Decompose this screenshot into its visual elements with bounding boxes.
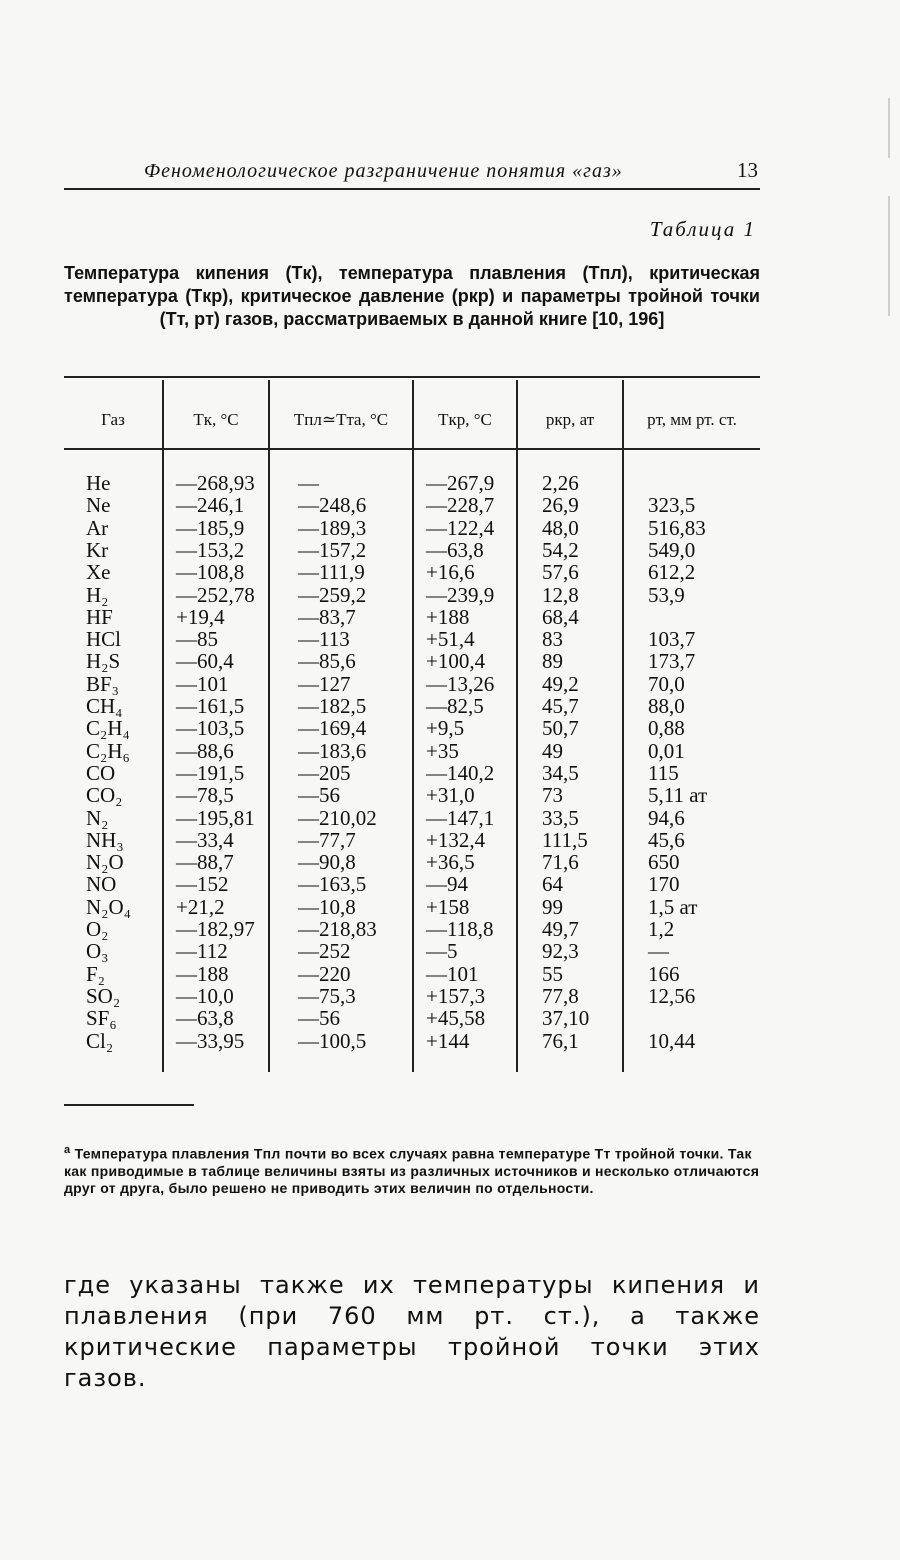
- table-cell: —191,5: [176, 760, 245, 785]
- table-row: [64, 807, 760, 829]
- table-row: [64, 918, 760, 940]
- table-cell: 549,0: [648, 537, 696, 562]
- gas-formula: NH₃: [86, 827, 124, 852]
- gas-formula: N₂: [86, 805, 109, 830]
- footnote-marker: a: [64, 1144, 71, 1156]
- table-cell: +188: [426, 604, 470, 629]
- table-cell: +16,6: [426, 560, 475, 585]
- scan-edge-mark: [888, 196, 890, 316]
- table-cell: 94,6: [648, 805, 685, 830]
- table-cell: —152: [176, 872, 229, 897]
- table-cell: —108,8: [176, 560, 245, 585]
- gas-formula: N₂O₄: [86, 894, 131, 919]
- table-cell: —82,5: [426, 694, 484, 718]
- table-cell: —100,5: [298, 1028, 367, 1053]
- table-cell: —60,4: [176, 649, 234, 674]
- table-cell: —83,7: [298, 604, 356, 629]
- table-row: [64, 873, 760, 895]
- gas-formula: O₂: [86, 917, 109, 941]
- table-cell: —10,8: [298, 894, 356, 919]
- table-row: [64, 851, 760, 873]
- table-cell: —63,8: [176, 1006, 234, 1031]
- table-cell: +158: [426, 894, 470, 919]
- table-cell: —183,6: [298, 738, 367, 763]
- table-cell: 88,0: [648, 694, 685, 718]
- table-cell: 0,88: [648, 716, 685, 741]
- table-row: [64, 517, 760, 539]
- table-row: [64, 539, 760, 561]
- table-cell: —239,9: [426, 582, 495, 607]
- gas-formula: F₂: [86, 961, 106, 986]
- table-row: [64, 940, 760, 962]
- table-cell: 323,5: [648, 493, 696, 518]
- table-cell: —169,4: [298, 716, 367, 741]
- table-cell: 45,7: [542, 694, 579, 718]
- table-cell: —101: [426, 961, 479, 986]
- table-cell: —268,93: [176, 471, 255, 495]
- table-cell: 166: [648, 961, 680, 986]
- footnote: [64, 1142, 760, 1197]
- table-cell: —252: [298, 939, 351, 964]
- table-row: [64, 762, 760, 784]
- running-head: [64, 158, 760, 190]
- table-cell: —112: [176, 939, 228, 964]
- table-row: [64, 606, 760, 628]
- header-boiling-temp: Tк, °C: [193, 410, 239, 429]
- gas-formula: CH₄: [86, 694, 123, 718]
- table-cell: —33,4: [176, 827, 234, 852]
- table-cell: 612,2: [648, 560, 696, 585]
- table-cell: —267,9: [426, 471, 495, 495]
- table-cell: 49,7: [542, 917, 579, 941]
- body-paragraph: где указаны также их температуры кипения и плавления (при 760 мм рт. ст.), а также критические параметры тройной точки этих газов.: [64, 1271, 760, 1392]
- gas-formula: Ar: [86, 515, 109, 540]
- table-cell: —140,2: [426, 760, 495, 785]
- table-cell: —56: [298, 783, 340, 808]
- header-critical-temp: Tкр, °C: [438, 410, 492, 429]
- table-cell: —77,7: [298, 827, 356, 852]
- table-label: Таблица 1: [649, 217, 756, 241]
- table-cell: 173,7: [648, 649, 696, 674]
- table-cell: 37,10: [542, 1006, 590, 1031]
- table-cell: 77,8: [542, 983, 579, 1008]
- table-cell: —56: [298, 1006, 340, 1031]
- gas-formula: He: [86, 471, 111, 495]
- table-cell: 45,6: [648, 827, 685, 852]
- table-row: [64, 673, 760, 695]
- table-cell: 12,8: [542, 582, 579, 607]
- table-cell: —161,5: [176, 694, 245, 718]
- gas-formula: N₂O: [86, 850, 124, 875]
- running-head-title: Феноменологическое разграничение понятия «газ»: [144, 160, 623, 182]
- table-cell: +21,2: [176, 894, 225, 919]
- table-cell: 10,44: [648, 1028, 696, 1053]
- table-cell: —103,5: [176, 716, 245, 741]
- table-cell: —118,8: [426, 917, 494, 941]
- table-row: [64, 561, 760, 583]
- table-cell: —85: [176, 627, 218, 652]
- table-cell: 0,01: [648, 738, 685, 763]
- table-cell: —111,9: [298, 560, 365, 585]
- table-cell: +45,58: [426, 1006, 486, 1031]
- table-cell: +9,5: [426, 716, 465, 741]
- gas-formula: Kr: [86, 537, 109, 562]
- footnote-rule: [64, 1104, 194, 1106]
- table-cell: —5: [426, 939, 458, 964]
- gas-formula: SF₆: [86, 1006, 117, 1031]
- table-cell: —33,95: [176, 1028, 245, 1053]
- table-cell: 50,7: [542, 716, 579, 741]
- table-top-rule: [64, 376, 760, 378]
- table-cell: —78,5: [176, 783, 234, 808]
- table-cell: 73: [542, 783, 563, 808]
- scan-edge-mark: [888, 98, 890, 158]
- table-cell: +100,4: [426, 649, 486, 674]
- table-cell: —75,3: [298, 983, 356, 1008]
- table-cell: +35: [426, 738, 459, 763]
- table-cell: —88,6: [176, 738, 234, 763]
- table-cell: 49: [542, 738, 563, 763]
- table-caption: Температура кипения (Tк), температура плавления (Tпл), критическая температура (Tкр), критическое давление (pкр) и параметры тройной точки (Tт, pт) газов, рассматриваемых в данной книге [10, 196]: [64, 263, 760, 329]
- table-cell: —157,2: [298, 537, 367, 562]
- gas-formula: HCl: [86, 627, 122, 652]
- table-row: [64, 1007, 760, 1029]
- table-cell: —88,7: [176, 850, 234, 875]
- table-cell: 89: [542, 649, 563, 674]
- table-cell: —: [648, 939, 669, 964]
- table-cell: —182,5: [298, 694, 367, 718]
- table-row: [64, 985, 760, 1007]
- page-number: 13: [737, 158, 758, 182]
- footnote-text: Температура плавления Tпл почти во всех случаях равна температуре Tт тройной точки. Так как приводимые в таблице величины взяты из различных источников и несколько отличаются друг от друга, было решено не приводить этих величин по отдельности.: [64, 1145, 760, 1196]
- table-cell: —188: [176, 961, 229, 986]
- table-cell: —101: [176, 671, 229, 696]
- table-cell: 2,26: [542, 471, 579, 495]
- gas-formula: C₂H₆: [86, 738, 130, 763]
- table-cell: 170: [648, 872, 680, 897]
- gas-formula: BF₃: [86, 671, 120, 696]
- table-row: [64, 717, 760, 739]
- table-cell: —113: [298, 627, 350, 652]
- gas-formula: O₃: [86, 939, 109, 964]
- table-cell: —218,83: [298, 917, 377, 941]
- table-cell: —90,8: [298, 850, 356, 875]
- table-row: [64, 896, 760, 918]
- table-cell: 57,6: [542, 560, 579, 585]
- table-cell: —189,3: [298, 515, 367, 540]
- table-cell: +36,5: [426, 850, 475, 875]
- table-cell: 12,56: [648, 983, 696, 1008]
- gas-formula: H₂: [86, 582, 109, 607]
- table-row: [64, 584, 760, 606]
- gas-formula: CO: [86, 760, 116, 785]
- table-cell: 103,7: [648, 627, 696, 652]
- table-cell: —182,97: [176, 917, 255, 941]
- table-cell: 26,9: [542, 493, 579, 518]
- header-critical-pressure: pкр, ат: [545, 410, 595, 429]
- table-cell: 53,9: [648, 582, 685, 607]
- table-row: [64, 695, 760, 717]
- table-cell: 92,3: [542, 939, 579, 964]
- table-row: [64, 494, 760, 516]
- table-cell: 1,2: [648, 917, 675, 941]
- table-cell: 115: [648, 760, 679, 785]
- table-cell: 70,0: [648, 671, 685, 696]
- table-cell: —228,7: [426, 493, 495, 518]
- table-cell: 99: [542, 894, 563, 919]
- table-cell: 34,5: [542, 760, 579, 785]
- table-cell: —248,6: [298, 493, 367, 518]
- table-cell: 68,4: [542, 604, 579, 629]
- table-cell: —153,2: [176, 537, 245, 562]
- table-cell: 55: [542, 961, 563, 986]
- table-cell: 49,2: [542, 671, 579, 696]
- gas-formula: H₂S: [86, 649, 121, 674]
- table-cell: 1,5 ат: [648, 894, 698, 919]
- table-cell: —246,1: [176, 493, 245, 518]
- table-cell: —259,2: [298, 582, 367, 607]
- gas-formula: CO₂: [86, 783, 123, 808]
- table-cell: —: [298, 471, 319, 495]
- table-cell: —94: [426, 872, 468, 897]
- table-cell: —122,4: [426, 515, 495, 540]
- gas-formula: Ne: [86, 493, 111, 518]
- header-melting-temp: Tпл≃Tтa, °C: [293, 410, 389, 429]
- table-row: [64, 472, 760, 494]
- table-cell: —127: [298, 671, 351, 696]
- header-gas: Газ: [101, 410, 125, 429]
- table-row: [64, 650, 760, 672]
- gas-formula: C₂H₄: [86, 716, 130, 741]
- table-cell: —195,81: [176, 805, 255, 830]
- table-cell: —85,6: [298, 649, 356, 674]
- header-triple-point-pressure: pт, мм рт. ст.: [647, 410, 737, 429]
- table-cell: 650: [648, 850, 680, 875]
- table-cell: 54,2: [542, 537, 579, 562]
- table-cell: 71,6: [542, 850, 579, 875]
- gas-formula: SO₂: [86, 983, 121, 1008]
- table-cell: 5,11 ат: [648, 783, 708, 808]
- table-cell: —147,1: [426, 805, 495, 830]
- table-row: [64, 1030, 760, 1052]
- table-cell: 33,5: [542, 805, 579, 830]
- table-row: [64, 784, 760, 806]
- table-cell: —205: [298, 760, 351, 785]
- table-cell: —63,8: [426, 537, 484, 562]
- gas-formula: NO: [86, 872, 117, 897]
- table-row: [64, 740, 760, 762]
- table-cell: +19,4: [176, 604, 225, 629]
- table-cell: —185,9: [176, 515, 245, 540]
- gas-formula: Xe: [86, 560, 111, 585]
- table-cell: 516,83: [648, 515, 706, 540]
- table-cell: —163,5: [298, 872, 367, 897]
- table-cell: +132,4: [426, 827, 486, 852]
- gas-formula: Cl₂: [86, 1028, 114, 1053]
- table-cell: —252,78: [176, 582, 255, 607]
- table-cell: 48,0: [542, 515, 579, 540]
- table-cell: +144: [426, 1028, 470, 1053]
- table-cell: —220: [298, 961, 351, 986]
- table-cell: 111,5: [542, 827, 588, 852]
- table-cell: +31,0: [426, 783, 475, 808]
- gas-formula: HF: [86, 604, 113, 629]
- table-cell: +157,3: [426, 983, 486, 1008]
- table-cell: 64: [542, 872, 563, 897]
- table-cell: —13,26: [426, 671, 495, 696]
- table-row: [64, 829, 760, 851]
- table-cell: 83: [542, 627, 563, 652]
- table-row: [64, 628, 760, 650]
- table-cell: +51,4: [426, 627, 475, 652]
- table-cell: —210,02: [298, 805, 377, 830]
- table-cell: —10,0: [176, 983, 234, 1008]
- table-cell: 76,1: [542, 1028, 579, 1053]
- table-row: [64, 963, 760, 985]
